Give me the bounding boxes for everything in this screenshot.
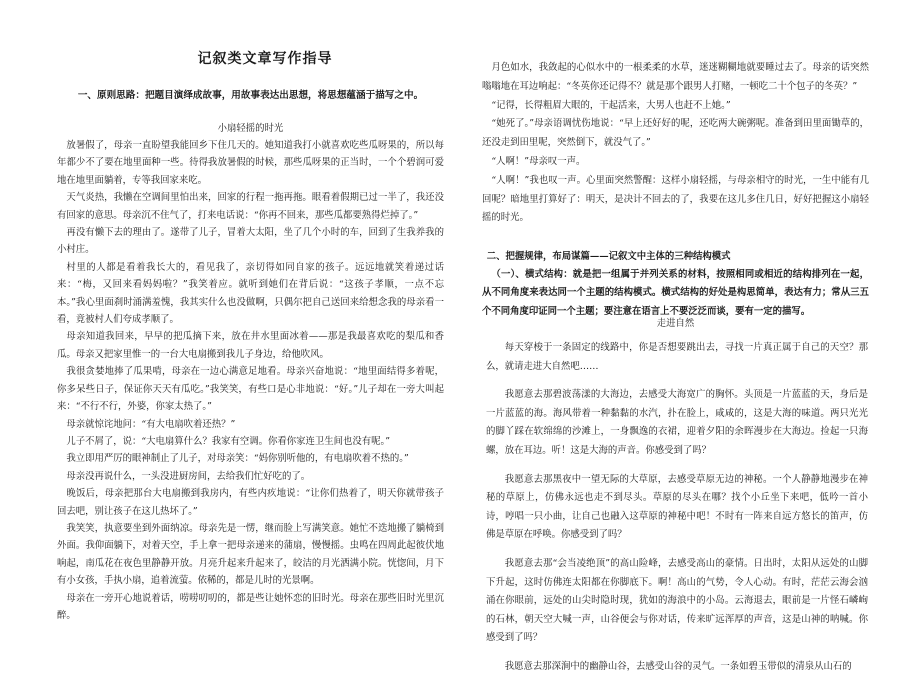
story-body-right <box>482 59 869 228</box>
essay-title: 走进自然 <box>656 318 695 329</box>
paragraph: “人啊！”母亲叹一声。 <box>491 155 586 167</box>
story-title: 小扇轻摇的时光 <box>217 123 284 134</box>
paragraph: 我愿意去那黑夜中一望无际的大草原，去感受草原无边的神秘。一个人静静地漫步在神秘的草原上，仿佛永远也走不到尽头。草原的尽头在哪？找个小丘坐下来吧，低吟一首小诗，哼唱一只小曲，让自己也融入这草原的神秘中吧！不时有一阵来自远方悠长的笛声，仿佛是草原在呼唤。你感受到了吗？ <box>486 473 868 541</box>
paragraph: 我很贪婪地捧了瓜果啃，母亲在一边心满意足地看。母亲兴奋地说：“地里面结得多着呢，你多呆些日子，保证你天天有瓜吃。”我笑笑，有些口是心非地说：“好。”儿子却在一旁大叫起来：“不行不行，外婆，你家太热了。” <box>57 366 444 413</box>
paragraph: 晚饭后，母亲把那台大电扇搬到我房内，有些内疚地说：“让你们热着了，明天你就带孩子回去吧，别让孩子在这儿热坏了。” <box>57 488 444 517</box>
section2-subheading: （一）、横式结构：就是把一组属于并列关系的材料，按照相同或相近的结构排列在一起，从不同角度来表达同一个主题的结构模式。横式结构的好处是构思简单，表达有力；常从三五个不同角度印证同一个主题；要注意在语言上不要泛泛而谈，要有一定的描写。 <box>482 269 869 317</box>
paragraph: 每天穿梭于一条固定的线路中，你是否想要跳出去，寻找一片真正属于自己的天空？那么，就请走进大自然吧…… <box>486 342 868 372</box>
section2-heading: 二、把握规律，布局谋篇——记叙文中主体的三种结构模式 <box>486 251 731 262</box>
section1-heading: 一、原则思路：把题目演绎成故事，用故事表达出思想，将思想蕴涵于描写之中。 <box>77 90 424 101</box>
paragraph: “人啊！”我也叹一声。心里面突然警醒：这样小扇轻摇，与母亲相守的时光，一生中能有几回呢？暗地里打算好了：明天，是决计不回去的了，我要在这儿多住几日，好好把握这小扇轻摇的时光。 <box>482 174 869 224</box>
paragraph: 村里的人都是看着我长大的，看见我了，亲切得如同自家的孩子。远远地就笑着递过话来：“梅，又回来看妈妈啦？”我笑着应。就听到她们在背后说：“这孩子孝顺，一点不忘本。”我心里面刹时涌满羞愧，我其实什么也没做啊，只偶尔把自己送回来给想念我的母亲看一看，竟被村人们夸成孝顺了。 <box>57 261 444 326</box>
document-title: 记叙类文章写作指导 <box>197 51 333 67</box>
essay-body <box>486 339 868 677</box>
story-body-left <box>57 137 444 624</box>
paragraph: 母亲没再说什么，一头没进厨房间，去给我们忙好吃的了。 <box>66 470 311 482</box>
paragraph: 母亲就惊诧地问：“有大电扇吹着还热？” <box>66 418 236 430</box>
paragraph: 我愿意去那碧波荡漾的大海边，去感受大海宽广的胸怀。头顶是一片蓝蓝的天，身后是一片蓝蓝的海。海风带着一种黏黏的水汽，扑在脸上，咸咸的，这是大海的味道。两只光光的脚丫踩在软绵绵的沙滩上，一身飘逸的衣裙，迎着夕阳的余晖漫步在大海边。捡起一只海螺，放在耳边。听！这是大海的声音。你感受到了吗？ <box>486 389 868 456</box>
paragraph: 月色如水，我敛起的心似水中的一根柔柔的水草，迷迷糊糊地就要睡过去了。母亲的话突然嗡嗡地在耳边响起：“冬英你还记得不？就是那个跟男人打赌，一顿吃二十个包子的冬英？” <box>482 62 869 92</box>
paragraph: 儿子不屑了，说：“大电扇算什么？我家有空调。你看你家连卫生间也没有呢。” <box>66 435 391 447</box>
paragraph: “记得，长得粗眉大眼的，干起活来，大男人也赶不上她。” <box>491 99 731 111</box>
paragraph: 母亲知道我回来，早早的把瓜摘下来，放在井水里面冰着——那是我最喜欢吃的梨瓜和香瓜。母亲又把家里惟一的一台大电扇搬到我儿子身边，给他吹风。 <box>57 331 444 360</box>
paragraph: “她死了。”母亲语调忧伤地说：“早上还好好的呢，还吃两大碗粥呢。准备到田里面锄草的，还没走到田里呢，突然倒下，就没气了。” <box>482 118 869 149</box>
paragraph: 我愿意去那深涧中的幽静山谷，去感受山谷的灵气。一条如碧玉带似的清泉从山石的 <box>504 660 852 672</box>
paragraph: 天气炎热，我懒在空调间里怕出来，回家的行程一拖再拖。眼看着假期已过一半了，我还没有回家的意思。母亲沉不住气了，打来电话说：“你再不回来，那些瓜都要熟得烂掉了。” <box>57 192 444 221</box>
paragraph: 我立即用严厉的眼神制止了儿子，对母亲笑：“妈你别听他的，有电扇吹着不热的。” <box>66 453 409 465</box>
paragraph: 放暑假了，母亲一直盼望我能回乡下住几天的。她知道我打小就喜欢吃些瓜呀果的，所以每年都少不了要在地里面种一些。待得我放暑假的时候，那些瓜呀果的正当时，一个个碧润可爱地在地里面躺着，专等我回家来吃。 <box>57 140 444 186</box>
paragraph: 母亲在一旁开心地说着话，唠唠叨叨的，都是些让她怀恋的旧时光。母亲在那些旧时光里沉醉。 <box>57 592 444 621</box>
paragraph: 再没有懒下去的理由了。遂带了儿子，冒着大太阳，坐了几个小时的车，回到了生我养我的小村庄。 <box>57 227 444 256</box>
paragraph: 我愿意去那“会当凌绝顶”的高山险峰，去感受高山的豪情。日出时，太阳从远处的山脚下升起，这时仿佛连太阳都在你脚底下。啊！高山的气势，令人心动。有时，茫茫云海会汹涌在你眼前，远处的山尖时隐时现，犹如的海浪中的小岛。云海退去，眼前是一片怪石嶙峋的石林，朝天空大喊一声，山谷便会与你对话，传来旷远浑厚的声音，这是山神的呐喊。你感受到了吗？ <box>486 557 868 644</box>
paragraph: 我笑笑，执意要坐到外面纳凉。母亲先是一愣，继而脸上写满笑意。她忙不迭地搬了躺椅到外面。我仰面躺下，对着天空，手上拿一把母亲递来的蒲扇，慢慢摇。虫鸣在四周此起彼伏地响起，南瓜花在夜色里静静开放。月亮升起来升起来了，皎洁的月光洒满小院。恍惚间，月下有小女孩，手执小扇，追着流萤。依稀的，都是儿时的光景啊。 <box>57 522 444 587</box>
